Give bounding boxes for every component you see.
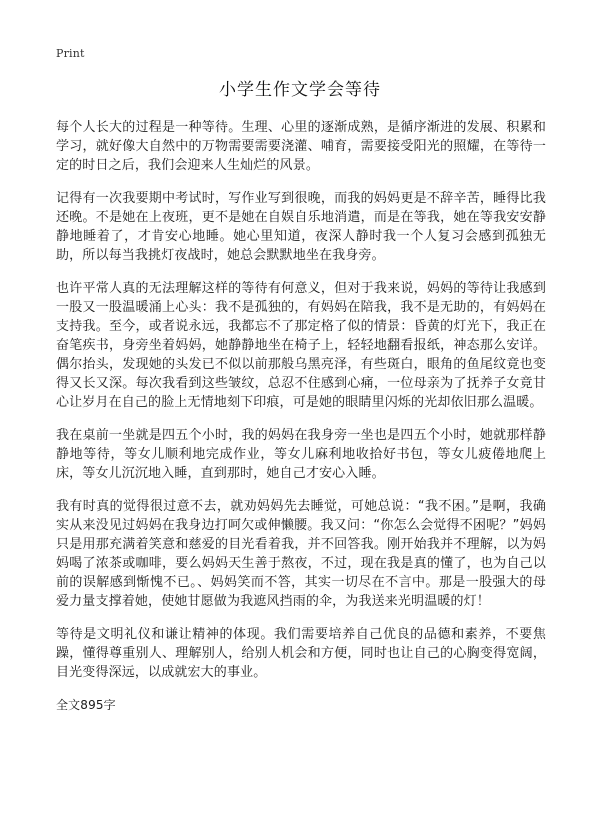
document-title: 小学生作文学会等待	[219, 80, 381, 100]
paragraph: 记得有一次我要期中考试时，写作业写到很晚，而我的妈妈更是不辞辛苦，睡得比我还晚。不是她在上夜班，更不是她在自娱自乐地消遣，而是在等我，她在等我安安静静地睡着了，才肯安心地睡。她心里知道，夜深人静时我一个人复习会感到孤独无助，所以每当我挑灯夜战时，她总会默默地坐在我身旁。	[56, 191, 546, 263]
paragraph: 每个人长大的过程是一种等待。生理、心里的逐渐成熟，是循序渐进的发展、积累和学习，就好像大自然中的万物需要需要浇灌、哺育，需要接受阳光的照耀，在等待一定的时日之后，我们会迎来人生灿烂的风景。	[56, 120, 546, 173]
paragraph: 我有时真的觉得很过意不去，就劝妈妈先去睡觉，可她总说：“我不困。”是啊，我确实从来没见过妈妈在我身边打呵欠或伸懒腰。我又问：“你怎么会觉得不困呢？”妈妈只是用那充满着笑意和慈爱的目光看着我，并不回答我。刚开始我并不理解，以为妈妈喝了浓茶或咖啡，要么妈妈天生善于熬夜，不过，现在我是真的懂了，也为自己以前的误解感到惭愧不已。、妈妈笑而不答，其实一切尽在不言中。那是一股强大的母爱力量支撑着她，使她甘愿做为我遮风挡雨的伞，为我送来光明温暖的灯！	[56, 499, 546, 609]
document-body	[56, 118, 546, 729]
print-link[interactable]: Print	[56, 47, 85, 60]
word-count: 全文895字	[56, 698, 116, 712]
paragraph: 等待是文明礼仪和谦让精神的体现。我们需要培养自己优良的品德和素养，不要焦躁，懂得尊重别人、理解别人，给别人机会和方便，同时也让自己的心胸变得宽阔，目光变得深远，以成就宏大的事业。	[56, 627, 546, 680]
paragraph: 也许平常人真的无法理解这样的等待有何意义，但对于我来说，妈妈的等待让我感到一股又一股温暖涌上心头：我不是孤独的，有妈妈在陪我，我不是无助的，有妈妈在支持我。至今，或者说永远，我都忘不了那定格了似的情景：昏黄的灯光下，我正在奋笔疾书，身旁坐着妈妈，她静静地坐在椅子上，轻轻地翻看报纸，神态那么安详。偶尔抬头，发现她的头发已不似以前那般乌黑亮泽，有些斑白，眼角的鱼尾纹竟也变得又长又深。每次我看到这些皱纹，总忍不住感到心痛，一位母亲为了抚养子女竟甘心让岁月在自己的脸上无情地刻下印痕，可是她的眼睛里闪烁的光却依旧那么温暖。	[56, 281, 546, 410]
paragraph: 我在桌前一坐就是四五个小时，我的妈妈在我身旁一坐也是四五个小时，她就那样静静地等待，等女儿顺利地完成作业，等女儿麻利地收拾好书包，等女儿疲倦地爬上床，等女儿沉沉地入睡，直到那时，她自己才安心入睡。	[56, 428, 546, 481]
